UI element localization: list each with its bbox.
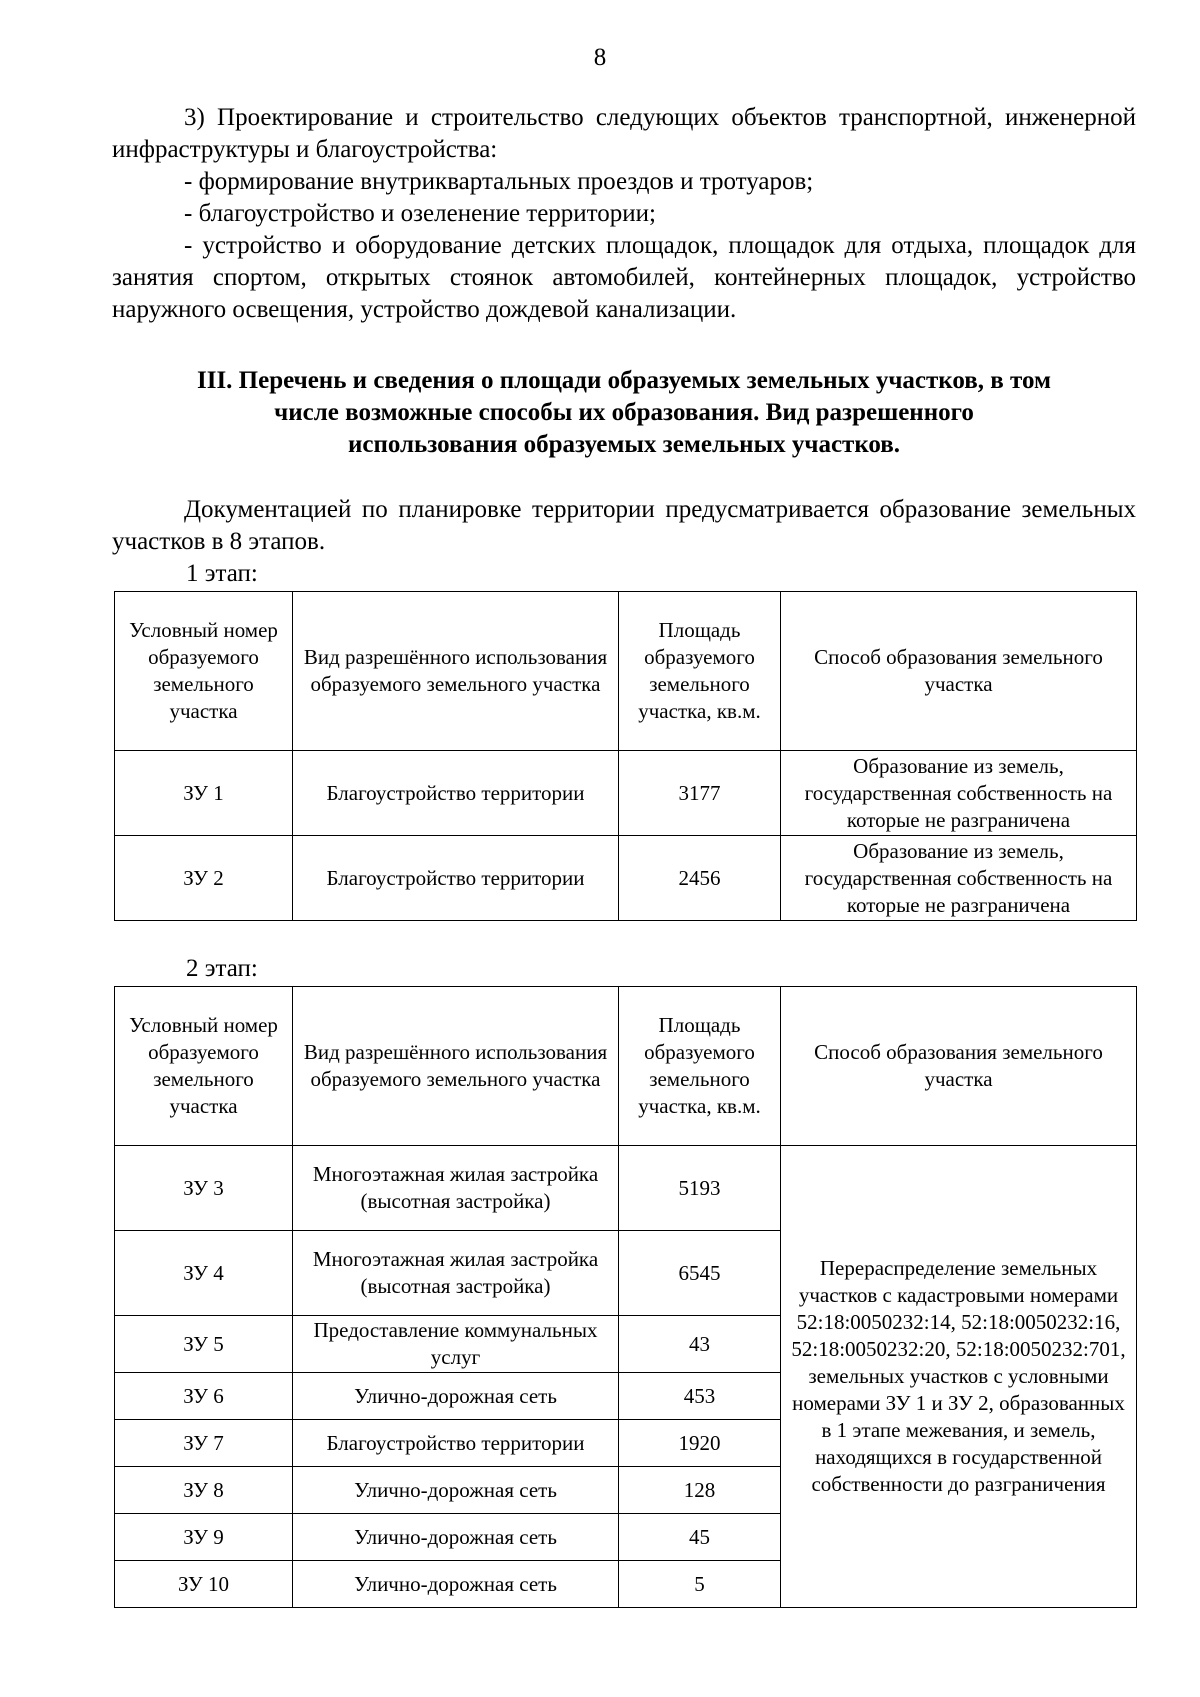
cell-id: ЗУ 2 <box>115 836 293 921</box>
table-row <box>115 751 1137 836</box>
stage1-label: 1 этап: <box>186 560 258 587</box>
cell-use: Многоэтажная жилая застройка (высотная застройка) <box>293 1231 619 1316</box>
cell-id: ЗУ 9 <box>115 1514 293 1561</box>
cell-method-merged: Перераспределение земельных участков с кадастровыми номерами 52:18:0050232:14, 52:18:0050232:16, 52:18:0050232:20, 52:18:0050232:701, земельных участков с условными номерами ЗУ 1 и ЗУ 2, образованных в 1 этапе межевания, и земель, находящихся в государственной собственности до разграничения <box>781 1146 1137 1608</box>
cell-area: 128 <box>619 1467 781 1514</box>
table-row <box>115 836 1137 921</box>
section-heading-line: III. Перечень и сведения о площади образуемых земельных участков, в том <box>196 367 1052 394</box>
intro-block <box>112 102 1136 326</box>
cell-method: Образование из земель, государственная собственность на которые не разграничена <box>781 836 1137 921</box>
cell-id: ЗУ 6 <box>115 1373 293 1420</box>
table-header-row <box>115 987 1137 1146</box>
cell-id: ЗУ 8 <box>115 1467 293 1514</box>
stage2-table <box>114 986 1137 1608</box>
cell-area: 5 <box>619 1561 781 1608</box>
section-heading <box>112 365 1136 461</box>
cell-use: Благоустройство территории <box>293 1420 619 1467</box>
cell-area: 6545 <box>619 1231 781 1316</box>
cell-use: Предоставление коммунальных услуг <box>293 1316 619 1373</box>
cell-area: 453 <box>619 1373 781 1420</box>
body-block <box>112 494 1136 558</box>
cell-id: ЗУ 3 <box>115 1146 293 1231</box>
table-row <box>115 1146 1137 1231</box>
header-use: Вид разрешённого использования образуемого земельного участка <box>293 987 619 1146</box>
stage2-label: 2 этап: <box>186 955 258 982</box>
cell-id: ЗУ 1 <box>115 751 293 836</box>
cell-area: 45 <box>619 1514 781 1561</box>
cell-use: Улично-дорожная сеть <box>293 1514 619 1561</box>
cell-id: ЗУ 10 <box>115 1561 293 1608</box>
page-number: 8 <box>593 44 607 71</box>
cell-use: Улично-дорожная сеть <box>293 1561 619 1608</box>
header-method: Способ образования земельного участка <box>781 592 1137 751</box>
cell-use: Улично-дорожная сеть <box>293 1373 619 1420</box>
cell-area: 3177 <box>619 751 781 836</box>
bullet-item: - формирование внутриквартальных проездов и тротуаров; <box>184 168 814 195</box>
cell-area: 2456 <box>619 836 781 921</box>
cell-use: Многоэтажная жилая застройка (высотная застройка) <box>293 1146 619 1231</box>
section-heading-line: числе возможные способы их образования. Вид разрешенного <box>274 399 974 426</box>
bullet-item: - благоустройство и озеленение территории; <box>184 200 656 227</box>
cell-use: Благоустройство территории <box>293 836 619 921</box>
cell-id: ЗУ 5 <box>115 1316 293 1373</box>
cell-use: Улично-дорожная сеть <box>293 1467 619 1514</box>
section-heading-line: использования образуемых земельных участков. <box>347 431 901 458</box>
table-header-row <box>115 592 1137 751</box>
header-number: Условный номер образуемого земельного участка <box>115 987 293 1146</box>
bullet-item: - устройство и оборудование детских площадок, площадок для отдыха, площадок для занятия спортом, открытых стоянок автомобилей, контейнерных площадок, устройство наружного освещения, устройство дождевой канализации. <box>112 232 1136 323</box>
cell-id: ЗУ 4 <box>115 1231 293 1316</box>
cell-area: 43 <box>619 1316 781 1373</box>
cell-id: ЗУ 7 <box>115 1420 293 1467</box>
header-method: Способ образования земельного участка <box>781 987 1137 1146</box>
body-paragraph: Документацией по планировке территории предусматривается образование земельных участков в 8 этапов. <box>112 496 1136 555</box>
header-number: Условный номер образуемого земельного участка <box>115 592 293 751</box>
header-area: Площадь образуемого земельного участка, кв.м. <box>619 987 781 1146</box>
header-area: Площадь образуемого земельного участка, кв.м. <box>619 592 781 751</box>
stage1-table <box>114 591 1137 921</box>
cell-area: 5193 <box>619 1146 781 1231</box>
header-use: Вид разрешённого использования образуемого земельного участка <box>293 592 619 751</box>
intro-paragraph: 3) Проектирование и строительство следующих объектов транспортной, инженерной инфраструктуры и благоустройства: <box>112 104 1136 163</box>
cell-method: Образование из земель, государственная собственность на которые не разграничена <box>781 751 1137 836</box>
cell-area: 1920 <box>619 1420 781 1467</box>
cell-use: Благоустройство территории <box>293 751 619 836</box>
